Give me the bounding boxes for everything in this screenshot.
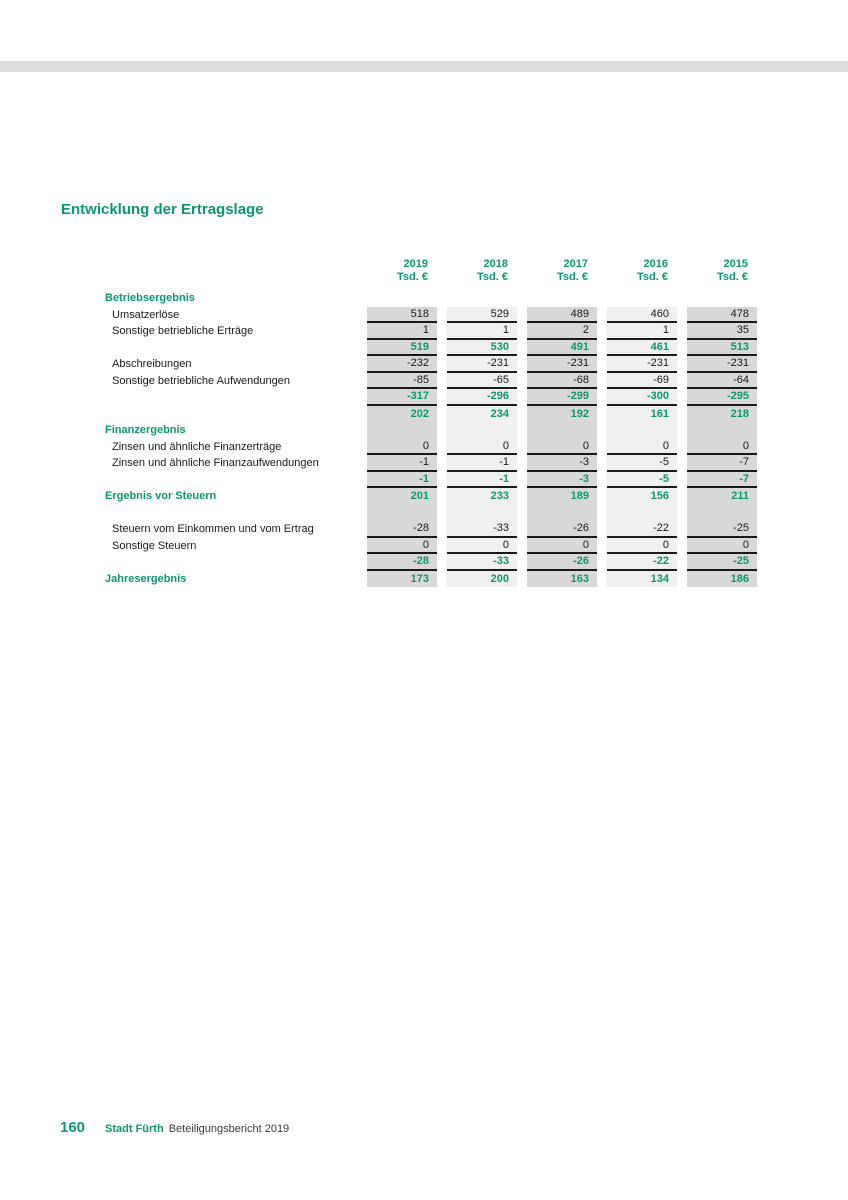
value-cell-2018 bbox=[447, 422, 517, 439]
value-cell-2016: 0 bbox=[607, 538, 677, 555]
year-column-header bbox=[367, 258, 437, 290]
page-top-divider-bar bbox=[0, 61, 848, 72]
value-cell-2015: -64 bbox=[687, 373, 757, 390]
value-cell-2019: -1 bbox=[367, 472, 437, 489]
value-cell-2018: -33 bbox=[447, 554, 517, 571]
value-cell-2015 bbox=[687, 422, 757, 439]
row-label: Finanzergebnis bbox=[105, 424, 186, 436]
value-cell-2018 bbox=[447, 290, 517, 307]
value-cell-2018: 233 bbox=[447, 488, 517, 505]
value-cell-2016 bbox=[607, 290, 677, 307]
value-cell-2017: 163 bbox=[527, 571, 597, 588]
row-label bbox=[105, 554, 357, 571]
row-label: Zinsen und ähnliche Finanzerträge bbox=[112, 440, 282, 453]
year-column-header bbox=[607, 258, 677, 290]
row-label bbox=[105, 340, 357, 357]
value-cell-2018: 0 bbox=[447, 439, 517, 456]
value-cell-2018: 0 bbox=[447, 538, 517, 555]
value-cell-2016: 0 bbox=[607, 439, 677, 456]
row-label: Umsatzerlöse bbox=[112, 308, 180, 321]
year-label: 2019 bbox=[403, 258, 428, 270]
year-label: 2015 bbox=[723, 258, 748, 270]
table-row bbox=[105, 439, 757, 456]
value-cell-2019 bbox=[367, 422, 437, 439]
year-label: 2016 bbox=[643, 258, 668, 270]
value-cell-2019: 518 bbox=[367, 307, 437, 324]
value-cell-2018 bbox=[447, 505, 517, 522]
value-cell-2019: -28 bbox=[367, 521, 437, 538]
value-cell-2015: 0 bbox=[687, 439, 757, 456]
value-cell-2019: -232 bbox=[367, 356, 437, 373]
value-cell-2015: 478 bbox=[687, 307, 757, 324]
value-cell-2017: 0 bbox=[527, 538, 597, 555]
value-cell-2016 bbox=[607, 505, 677, 522]
value-cell-2018: 200 bbox=[447, 571, 517, 588]
value-cell-2015: 513 bbox=[687, 340, 757, 357]
footer-brand: Stadt Fürth bbox=[105, 1123, 164, 1135]
value-cell-2015: -7 bbox=[687, 472, 757, 489]
value-cell-2018: 529 bbox=[447, 307, 517, 324]
value-cell-2015: -25 bbox=[687, 554, 757, 571]
page-footer bbox=[60, 1119, 289, 1136]
value-cell-2015: -231 bbox=[687, 356, 757, 373]
value-cell-2019: 1 bbox=[367, 323, 437, 340]
year-column-header bbox=[447, 258, 517, 290]
value-cell-2019: -85 bbox=[367, 373, 437, 390]
value-cell-2017: 2 bbox=[527, 323, 597, 340]
value-cell-2017: 189 bbox=[527, 488, 597, 505]
value-cell-2018: 234 bbox=[447, 406, 517, 423]
row-label: Jahresergebnis bbox=[105, 572, 187, 585]
value-cell-2016: -300 bbox=[607, 389, 677, 406]
table-row bbox=[105, 340, 757, 357]
row-label: Sonstige betriebliche Erträge bbox=[112, 325, 254, 337]
value-cell-2017 bbox=[527, 505, 597, 522]
page-number: 160 bbox=[60, 1119, 86, 1136]
table-row bbox=[105, 389, 757, 406]
value-cell-2016: 161 bbox=[607, 406, 677, 423]
value-cell-2015: -7 bbox=[687, 455, 757, 472]
table-row bbox=[105, 455, 757, 472]
value-cell-2016: 1 bbox=[607, 323, 677, 340]
value-cell-2018: -65 bbox=[447, 373, 517, 390]
value-cell-2017 bbox=[527, 422, 597, 439]
value-cell-2015: 218 bbox=[687, 406, 757, 423]
table-row bbox=[105, 554, 757, 571]
year-column-header bbox=[527, 258, 597, 290]
value-cell-2016: 134 bbox=[607, 571, 677, 588]
row-label bbox=[105, 472, 357, 489]
table-row bbox=[105, 521, 757, 538]
value-cell-2018: -1 bbox=[447, 472, 517, 489]
table-row bbox=[105, 571, 757, 588]
value-cell-2017: -26 bbox=[527, 521, 597, 538]
table-row bbox=[105, 538, 757, 555]
unit-label: Tsd. € bbox=[717, 271, 748, 283]
value-cell-2019: 519 bbox=[367, 340, 437, 357]
value-cell-2017: -299 bbox=[527, 389, 597, 406]
value-cell-2017: -3 bbox=[527, 472, 597, 489]
value-cell-2015: 211 bbox=[687, 488, 757, 505]
value-cell-2015: -25 bbox=[687, 521, 757, 538]
value-cell-2016: 461 bbox=[607, 340, 677, 357]
value-cell-2016: -231 bbox=[607, 356, 677, 373]
row-label: Sonstige betriebliche Aufwendungen bbox=[112, 374, 290, 387]
value-cell-2019: 173 bbox=[367, 571, 437, 588]
year-label: 2017 bbox=[563, 258, 588, 270]
earnings-table bbox=[105, 258, 757, 587]
value-cell-2017: -231 bbox=[527, 356, 597, 373]
row-label: Sonstige Steuern bbox=[112, 539, 197, 552]
value-cell-2019: -1 bbox=[367, 455, 437, 472]
table-row bbox=[105, 488, 757, 505]
table-row bbox=[105, 505, 757, 522]
unit-label: Tsd. € bbox=[637, 271, 668, 283]
value-cell-2016: 156 bbox=[607, 488, 677, 505]
table-header-row bbox=[105, 258, 757, 290]
table-row bbox=[105, 472, 757, 489]
value-cell-2015: -295 bbox=[687, 389, 757, 406]
row-label bbox=[105, 389, 357, 406]
value-cell-2017: -26 bbox=[527, 554, 597, 571]
value-cell-2016 bbox=[607, 422, 677, 439]
value-cell-2016: -22 bbox=[607, 521, 677, 538]
table-row bbox=[105, 323, 757, 340]
value-cell-2019: -317 bbox=[367, 389, 437, 406]
value-cell-2019: 202 bbox=[367, 406, 437, 423]
value-cell-2015 bbox=[687, 505, 757, 522]
table-row bbox=[105, 356, 757, 373]
table-row bbox=[105, 422, 757, 439]
value-cell-2017: -3 bbox=[527, 455, 597, 472]
value-cell-2018: -296 bbox=[447, 389, 517, 406]
value-cell-2017: 489 bbox=[527, 307, 597, 324]
value-cell-2015: 0 bbox=[687, 538, 757, 555]
value-cell-2015: 35 bbox=[687, 323, 757, 340]
value-cell-2018: -231 bbox=[447, 356, 517, 373]
table-row bbox=[105, 290, 757, 307]
value-cell-2017 bbox=[527, 290, 597, 307]
value-cell-2016: -22 bbox=[607, 554, 677, 571]
row-label: Abschreibungen bbox=[112, 358, 192, 370]
page-title: Entwicklung der Ertragslage bbox=[61, 201, 264, 218]
value-cell-2019 bbox=[367, 290, 437, 307]
table-body bbox=[105, 290, 757, 587]
year-column-header bbox=[687, 258, 757, 290]
row-label: Betriebsergebnis bbox=[105, 292, 195, 304]
value-cell-2017: 0 bbox=[527, 439, 597, 456]
row-label: Zinsen und ähnliche Finanzaufwendungen bbox=[112, 457, 319, 469]
value-cell-2016: -5 bbox=[607, 455, 677, 472]
footer-report-title: Beteiligungsbericht 2019 bbox=[168, 1123, 290, 1135]
value-cell-2018: -33 bbox=[447, 521, 517, 538]
value-cell-2019 bbox=[367, 505, 437, 522]
value-cell-2019: -28 bbox=[367, 554, 437, 571]
unit-label: Tsd. € bbox=[477, 271, 508, 283]
value-cell-2019: 201 bbox=[367, 488, 437, 505]
row-label bbox=[105, 505, 357, 522]
value-cell-2015 bbox=[687, 290, 757, 307]
row-label bbox=[105, 406, 357, 423]
value-cell-2016: -69 bbox=[607, 373, 677, 390]
value-cell-2019: 0 bbox=[367, 538, 437, 555]
value-cell-2018: 1 bbox=[447, 323, 517, 340]
value-cell-2017: -68 bbox=[527, 373, 597, 390]
unit-label: Tsd. € bbox=[557, 271, 588, 283]
value-cell-2017: 192 bbox=[527, 406, 597, 423]
value-cell-2018: -1 bbox=[447, 455, 517, 472]
value-cell-2016: 460 bbox=[607, 307, 677, 324]
year-label: 2018 bbox=[483, 258, 508, 270]
value-cell-2018: 530 bbox=[447, 340, 517, 357]
table-row bbox=[105, 373, 757, 390]
row-label: Steuern vom Einkommen und vom Ertrag bbox=[112, 523, 314, 535]
value-cell-2016: -5 bbox=[607, 472, 677, 489]
value-cell-2017: 491 bbox=[527, 340, 597, 357]
table-row bbox=[105, 307, 757, 324]
value-cell-2019: 0 bbox=[367, 439, 437, 456]
row-label: Ergebnis vor Steuern bbox=[105, 490, 217, 502]
unit-label: Tsd. € bbox=[397, 271, 428, 283]
header-label-spacer bbox=[105, 258, 357, 290]
value-cell-2015: 186 bbox=[687, 571, 757, 588]
table-row bbox=[105, 406, 757, 423]
